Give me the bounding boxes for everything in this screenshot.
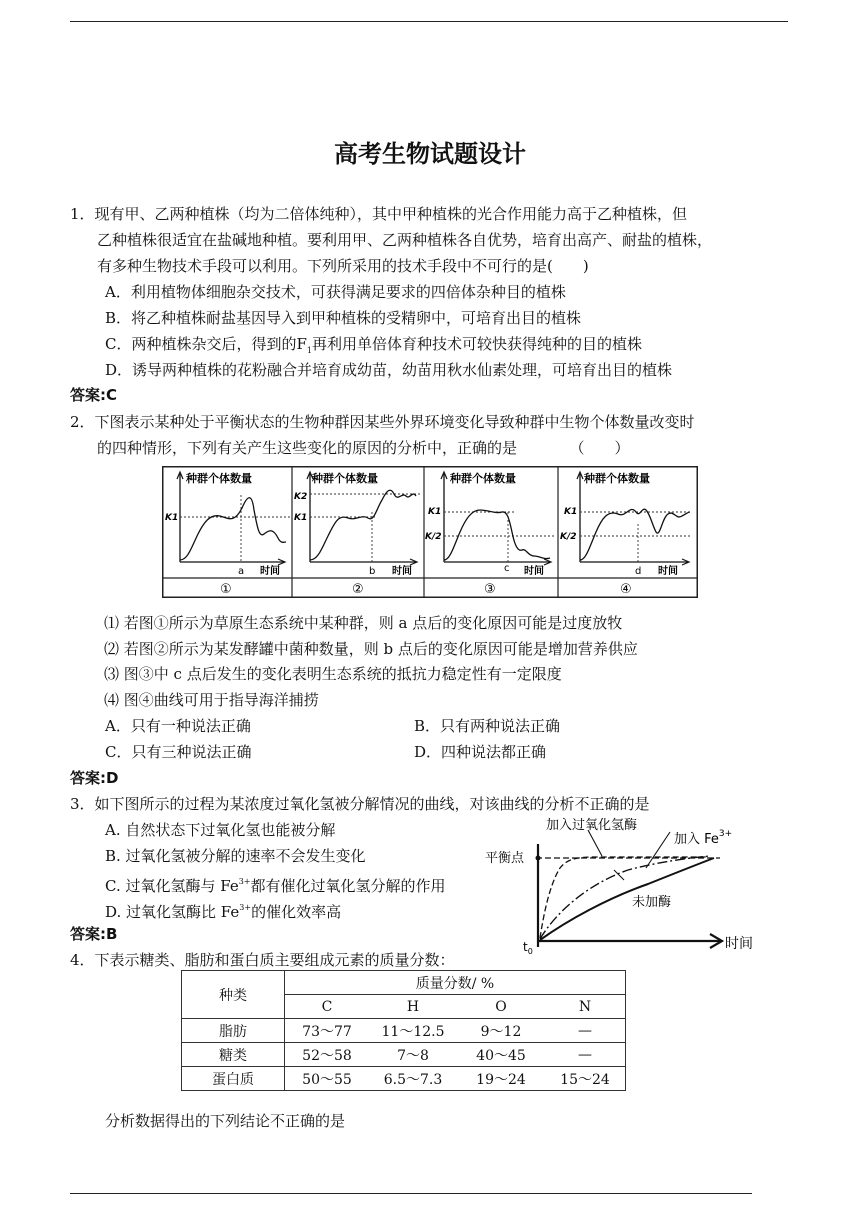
table-cell: 40～45 xyxy=(457,1043,545,1067)
table-row-name: 糖类 xyxy=(182,1043,285,1067)
table-header-mass: 质量分数/ % xyxy=(285,971,626,995)
table-cell: 11～12.5 xyxy=(369,1019,457,1043)
label-time: 时间 xyxy=(725,936,753,952)
label-no-enzyme: 未加酶 xyxy=(632,895,672,910)
q1-stem-line-1: 1．现有甲、乙两种植株（均为二倍体纯种），其中甲种植株的光合作用能力高于乙种植株，但 xyxy=(70,205,688,223)
table-cell: 7～8 xyxy=(369,1043,457,1067)
q3-option-c-post: 都有催化过氧化氢分解的作用 xyxy=(250,877,446,895)
graph-4-xlabel: 时间 xyxy=(658,566,678,577)
q3-option-a: A. 自然状态下过氧化氢也能被分解 xyxy=(105,821,336,839)
q3-option-b: B. 过氧化氢被分解的速率不会发生变化 xyxy=(105,847,366,865)
graph-2-number: ② xyxy=(352,582,364,597)
population-graphs-figure xyxy=(162,466,698,598)
table-cell: 6.5～7.3 xyxy=(369,1067,457,1091)
page-title: 高考生物试题设计 xyxy=(334,140,526,168)
q2-option-a: A．只有一种说法正确 xyxy=(105,717,251,735)
label-t0 xyxy=(523,940,533,956)
q3-option-c-sup: 3+ xyxy=(238,877,251,886)
graph-1-point: a xyxy=(238,566,245,577)
table-row-name: 蛋白质 xyxy=(182,1067,285,1091)
label-fe-pre: 加入 Fe xyxy=(674,832,719,847)
q2-statement-2: ⑵ 若图②所示为某发酵罐中菌种数量，则 b 点后的变化原因可能是增加营养供应 xyxy=(104,640,638,658)
graph-2-k1: K1 xyxy=(294,513,308,523)
header-rule xyxy=(70,21,788,22)
q1-option-b: B．将乙种植株耐盐基因导入到甲种植株的受精卵中，可培育出目的植株 xyxy=(105,309,582,327)
graph-2-xlabel: 时间 xyxy=(392,566,412,577)
q1-option-c-post: 再利用单倍体育种技术可较快获得纯种的目的植株 xyxy=(311,335,642,353)
table-cell: 15～24 xyxy=(545,1067,626,1091)
q1-option-a: A．利用植物体细胞杂交技术，可获得满足要求的四倍体杂种目的植株 xyxy=(105,283,566,301)
table-row xyxy=(182,1043,626,1067)
q2-statement-4: ⑷ 图④曲线可用于指导海洋捕捞 xyxy=(104,691,319,709)
table-header-kind: 种类 xyxy=(182,971,285,1019)
q2-option-b: B．只有两种说法正确 xyxy=(414,717,561,735)
q1-option-c-pre: C．两种植株杂交后，得到的F xyxy=(105,335,307,353)
q1-option-d: D．诱导两种植株的花粉融合并培育成幼苗，幼苗用秋水仙素处理，可培育出目的植株 xyxy=(105,361,673,379)
table-row-name: 脂肪 xyxy=(182,1019,285,1043)
q3-option-d-pre: D. 过氧化氢酶比 Fe xyxy=(105,903,240,921)
q2-statement-3: ⑶ 图③中 c 点后发生的变化表明生态系统的抵抗力稳定性有一定限度 xyxy=(104,665,562,683)
table-col-n: N xyxy=(545,995,626,1019)
q4-after-table: 分析数据得出的下列结论不正确的是 xyxy=(105,1112,346,1130)
graph-4-k1: K1 xyxy=(564,507,578,517)
q2-option-d: D．四种说法都正确 xyxy=(414,743,547,761)
table-cell: — xyxy=(545,1019,626,1043)
label-fe xyxy=(674,829,732,847)
q1-option-c xyxy=(105,333,642,362)
q3-option-d xyxy=(105,897,341,923)
table-row xyxy=(182,1019,626,1043)
table-col-c: C xyxy=(285,995,370,1019)
q1-stem-line-3: 有多种生物技术手段可以利用。下列所采用的技术手段中不可行的是( ) xyxy=(97,257,589,275)
graph-2-ylabel: 种群个体数量 xyxy=(312,472,378,485)
q3-answer: 答案:B xyxy=(70,925,118,943)
graph-2-point: b xyxy=(369,566,376,577)
h2o2-decomposition-graph xyxy=(478,812,760,960)
graph-1-k1: K1 xyxy=(165,513,179,523)
graph-1-number: ① xyxy=(220,582,232,597)
label-balance: 平衡点 xyxy=(485,851,525,866)
q1-answer: 答案:C xyxy=(70,386,118,404)
q4-stem: 4．下表示糖类、脂肪和蛋白质主要组成元素的质量分数： xyxy=(70,951,455,969)
table-row xyxy=(182,1067,626,1091)
q2-stem-line-2: 的四种情形，下列有关产生这些变化的原因的分析中，正确的是 （ ） xyxy=(97,439,630,457)
q3-option-c-pre: C. 过氧化氢酶与 Fe xyxy=(105,877,239,895)
footer-rule xyxy=(70,1193,752,1194)
table-cell: 73～77 xyxy=(285,1019,370,1043)
table-col-o: O xyxy=(457,995,545,1019)
element-mass-table xyxy=(181,970,626,1091)
q1-stem-line-2: 乙种植株很适宜在盐碱地种植。要利用甲、乙两种植株各自优势，培育出高产、耐盐的植株， xyxy=(97,231,713,249)
q2-statement-1: ⑴ 若图①所示为草原生态系统中某种群，则 a 点后的变化原因可能是过度放牧 xyxy=(104,614,623,632)
label-fe-sup: 3+ xyxy=(718,829,733,839)
label-enzyme: 加入过氧化氢酶 xyxy=(546,818,638,833)
graph-2-k2: K2 xyxy=(294,492,308,502)
graph-1-xlabel: 时间 xyxy=(260,566,280,577)
graph-3-khalf: K/2 xyxy=(425,532,442,542)
table-cell: 19～24 xyxy=(457,1067,545,1091)
q2-stem-line-1: 2．下图表示某种处于平衡状态的生物种群因某些外界环境变化导致种群中生物个体数量改变时 xyxy=(70,413,695,431)
label-t0-main: t xyxy=(523,940,528,954)
graph-3-point: c xyxy=(504,563,510,574)
table-cell: 52～58 xyxy=(285,1043,370,1067)
q2-answer: 答案:D xyxy=(70,769,119,787)
table-col-h: H xyxy=(369,995,457,1019)
table-cell: 50～55 xyxy=(285,1067,370,1091)
graph-3-k1: K1 xyxy=(428,507,442,517)
graph-1-ylabel: 种群个体数量 xyxy=(186,472,252,485)
q3-option-c xyxy=(105,871,446,897)
graph-4-point: d xyxy=(635,566,642,577)
q2-option-c: C．只有三种说法正确 xyxy=(105,743,252,761)
graph-3-number: ③ xyxy=(484,582,496,597)
q3-option-d-post: 的催化效率高 xyxy=(251,903,342,921)
q3-option-d-sup: 3+ xyxy=(239,903,252,912)
graph-4-khalf: K/2 xyxy=(560,532,577,542)
table-cell: — xyxy=(545,1043,626,1067)
graph-4-ylabel: 种群个体数量 xyxy=(584,472,650,485)
graph-3-ylabel: 种群个体数量 xyxy=(450,472,516,485)
label-t0-sub: 0 xyxy=(527,947,533,956)
graph-4-number: ④ xyxy=(620,582,632,597)
graph-3-xlabel: 时间 xyxy=(524,566,544,577)
q3-stem: 3．如下图所示的过程为某浓度过氧化氢被分解情况的曲线，对该曲线的分析不正确的是 xyxy=(70,795,650,813)
table-cell: 9～12 xyxy=(457,1019,545,1043)
q1-option-c-sub: 1 xyxy=(306,346,312,355)
